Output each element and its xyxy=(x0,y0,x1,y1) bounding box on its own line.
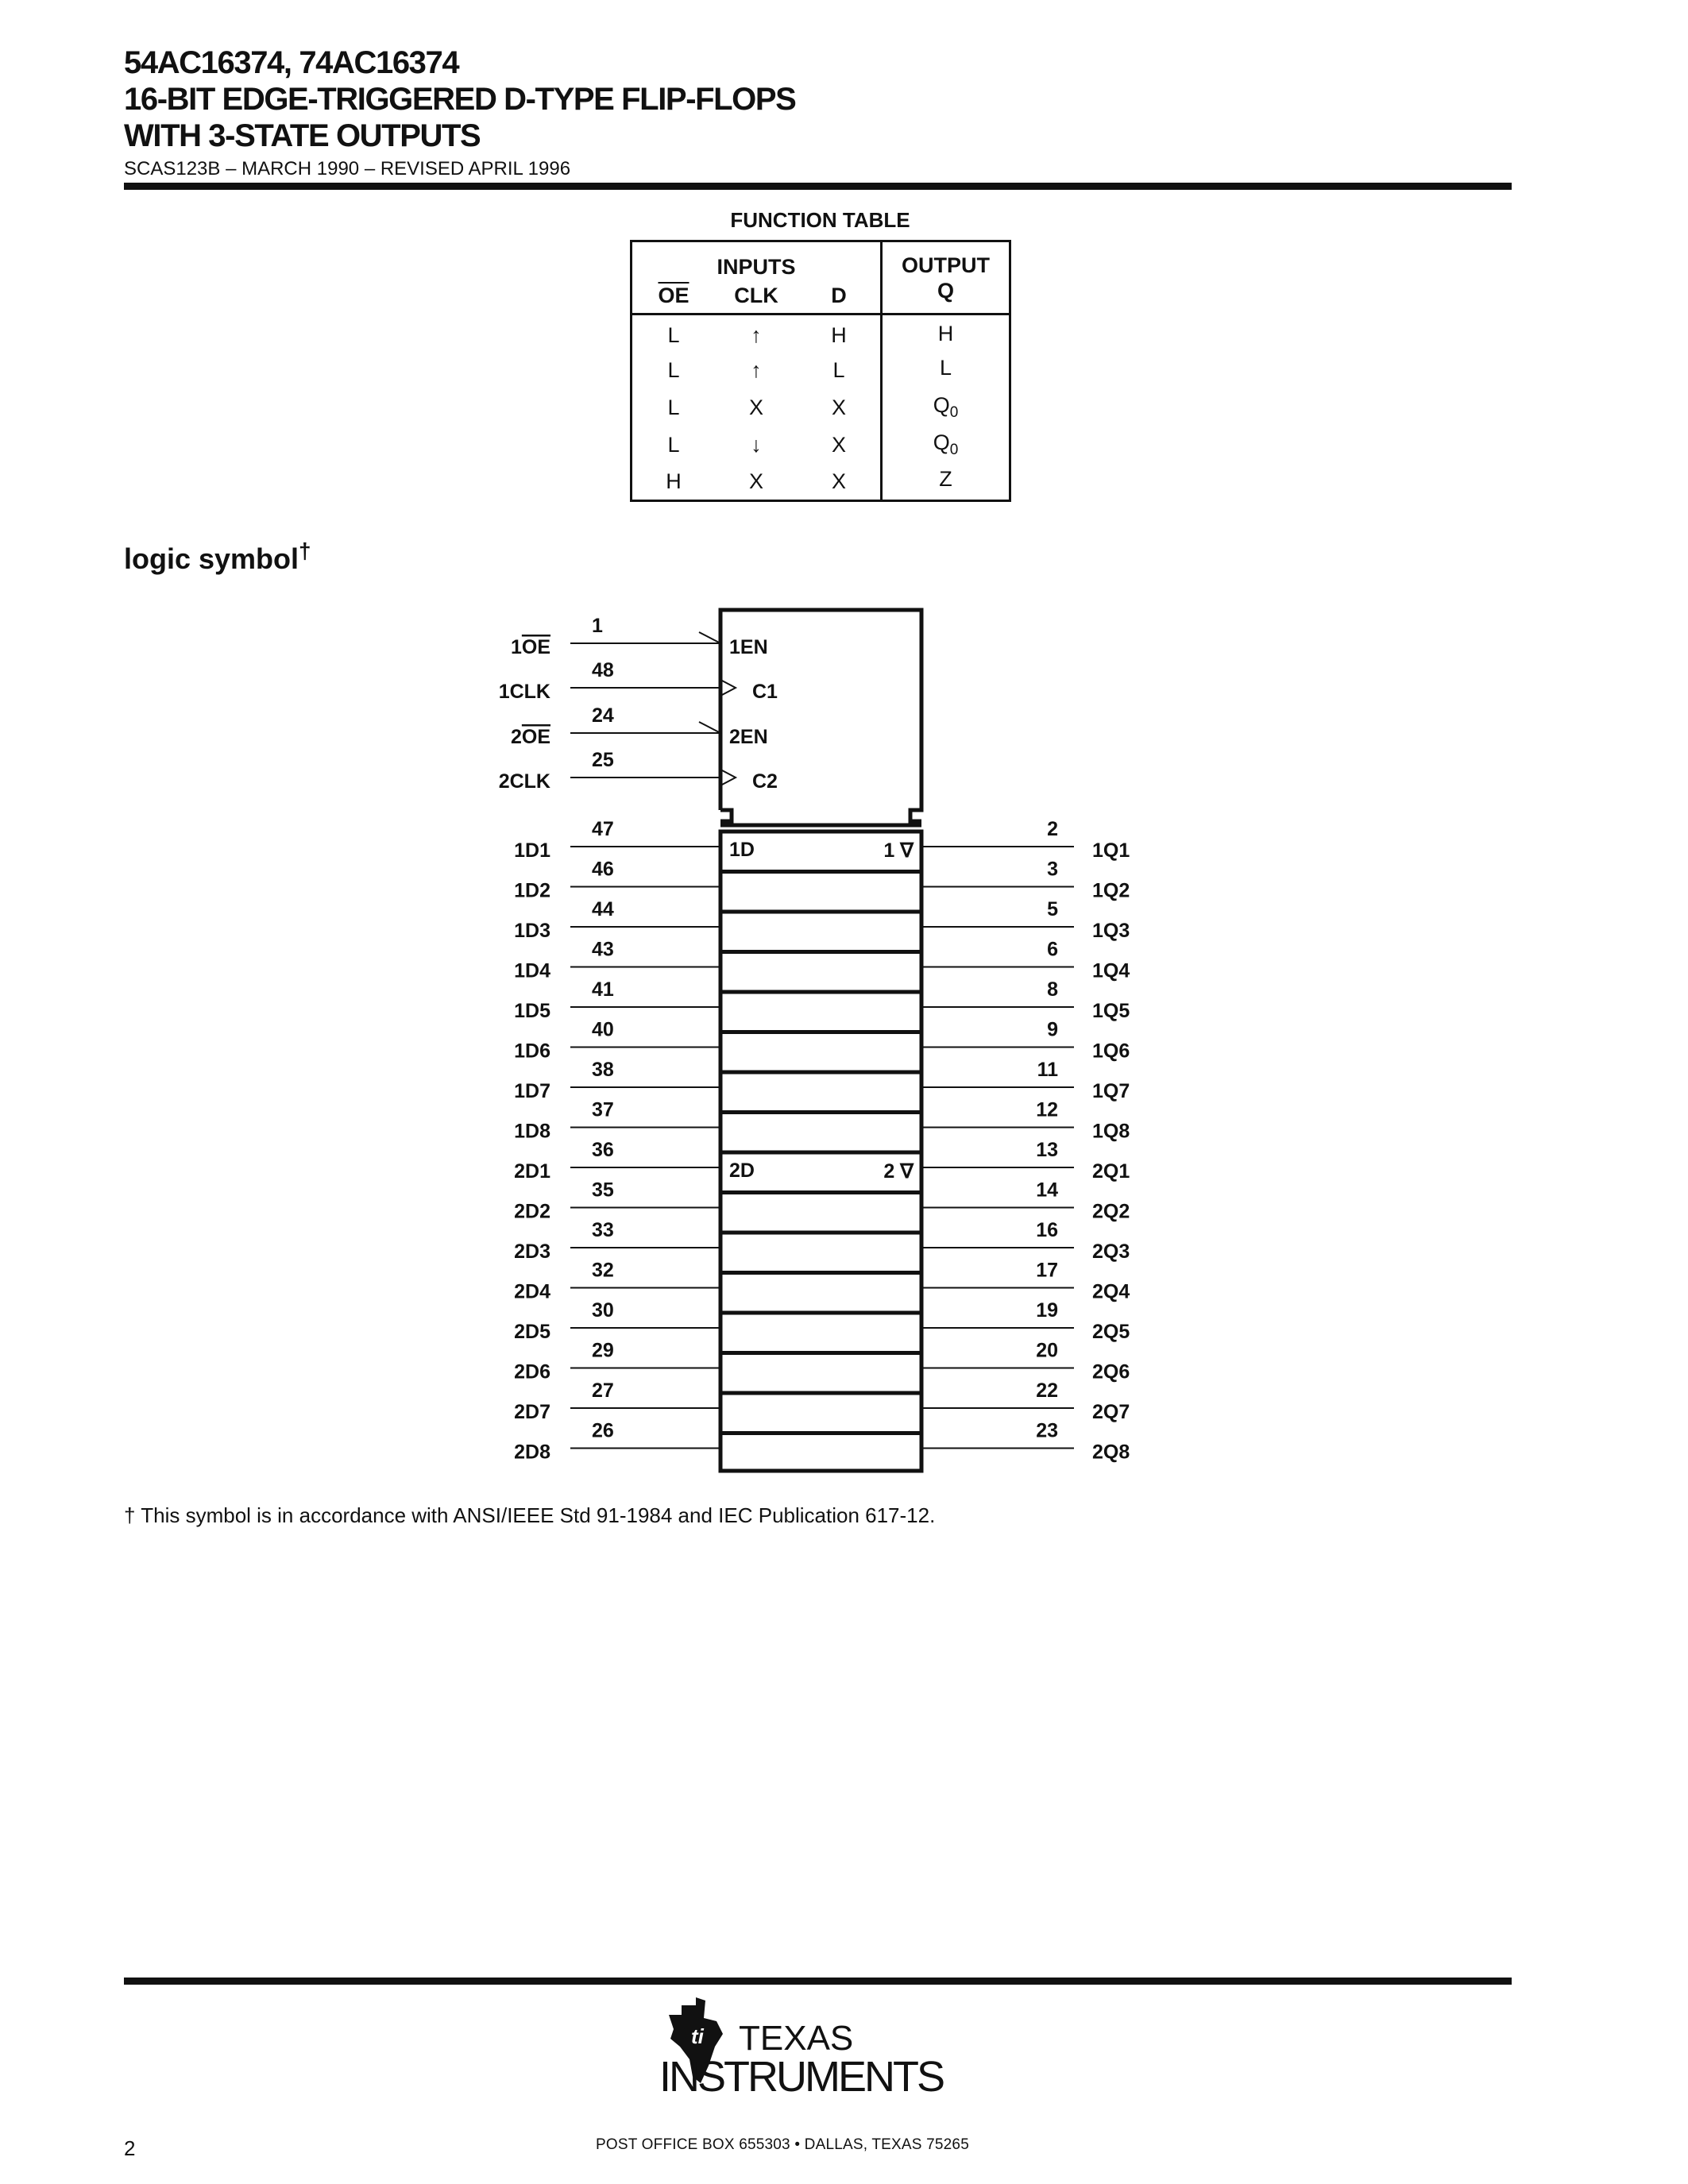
input-signal-name: 1D7 xyxy=(514,1080,550,1102)
input-signal-name: 2D1 xyxy=(514,1160,550,1183)
output-pin-number: 19 xyxy=(1036,1299,1058,1322)
input-signal-name: 1D3 xyxy=(514,920,550,942)
output-pin-number: 17 xyxy=(1036,1259,1058,1282)
col-clk: CLK xyxy=(734,284,778,308)
output-pin-number: 5 xyxy=(1047,898,1058,920)
ft-cell-d: X xyxy=(798,389,882,426)
output-signal-name: 2Q4 xyxy=(1092,1280,1130,1303)
ft-cell-oe: L xyxy=(667,432,680,457)
input-pin-number: 43 xyxy=(592,938,614,961)
output-signal-name: 2Q5 xyxy=(1092,1321,1130,1343)
control-signal-name: 2OE xyxy=(510,726,550,748)
output-q-label: Q xyxy=(937,278,954,303)
output-label: OUTPUT xyxy=(902,253,990,277)
ft-cell-d: X xyxy=(798,464,882,501)
ft-cell-q: H xyxy=(937,321,954,345)
input-pin-number: 35 xyxy=(592,1179,614,1202)
input-pin-number: 44 xyxy=(592,898,614,920)
input-pin-number: 33 xyxy=(592,1219,614,1241)
output-signal-name: 1Q2 xyxy=(1092,879,1130,902)
output-signal-name: 1Q4 xyxy=(1092,959,1130,982)
group2-output-qualifier: 2 ∇ xyxy=(883,1160,914,1183)
footer-rule xyxy=(124,1978,1512,1985)
enable-triangle-icon xyxy=(699,632,720,643)
control-signal-name: 2CLK xyxy=(498,770,550,793)
control-function-label: C1 xyxy=(752,681,778,703)
group1-data-label: 1D xyxy=(729,839,755,861)
input-pin-number: 26 xyxy=(592,1419,614,1442)
output-pin-number: 23 xyxy=(1036,1419,1058,1442)
input-signal-name: 1D8 xyxy=(514,1120,550,1143)
logo-instruments: INSTRUMENTS xyxy=(659,2053,945,2101)
output-pin-number: 2 xyxy=(1047,818,1058,840)
output-pin-number: 8 xyxy=(1047,978,1058,1001)
enable-triangle-icon xyxy=(699,722,720,733)
part-number: 54AC16374, 74AC16374 xyxy=(124,45,459,80)
input-pin-number: 32 xyxy=(592,1259,614,1282)
output-pin-number: 16 xyxy=(1036,1219,1058,1241)
control-signal-name: 1CLK xyxy=(498,681,550,703)
ft-cell-clk: X xyxy=(748,469,763,493)
input-signal-name: 1D6 xyxy=(514,1040,550,1063)
output-pin-number: 13 xyxy=(1036,1139,1058,1161)
group1-output-qualifier: 1 ∇ xyxy=(883,839,914,862)
input-pin-number: 29 xyxy=(592,1339,614,1362)
ft-cell-oe: L xyxy=(667,395,680,419)
input-signal-name: 1D2 xyxy=(514,879,550,902)
output-signal-name: 1Q5 xyxy=(1092,1000,1130,1022)
input-signal-name: 2D7 xyxy=(514,1401,550,1423)
ft-cell-q: L xyxy=(939,356,952,380)
output-pin-number: 3 xyxy=(1047,858,1058,881)
input-pin-number: 37 xyxy=(592,1098,614,1121)
ft-cell-q: $Q_0$ xyxy=(933,430,959,458)
control-function-label: 1EN xyxy=(729,636,768,658)
output-signal-name: 1Q7 xyxy=(1092,1080,1130,1102)
output-signal-name: 1Q1 xyxy=(1092,839,1130,862)
input-signal-name: 2D6 xyxy=(514,1360,550,1383)
input-signal-name: 2D5 xyxy=(514,1321,550,1343)
control-pin-number: 48 xyxy=(592,659,614,681)
footnote: † This symbol is in accordance with ANSI/IEEE Std 91-1984 and IEC Publication 617-12. xyxy=(124,1503,936,1527)
input-signal-name: 2D3 xyxy=(514,1241,550,1263)
output-pin-number: 6 xyxy=(1047,938,1058,961)
inputs-header: INPUTS xyxy=(632,241,882,280)
ft-cell-d: L xyxy=(798,352,882,389)
input-pin-number: 27 xyxy=(592,1379,614,1402)
ft-cell-oe: H xyxy=(666,469,682,493)
input-pin-number: 41 xyxy=(592,978,614,1001)
output-signal-name: 2Q2 xyxy=(1092,1200,1130,1223)
logic-symbol-heading: logic symbol† xyxy=(124,538,311,575)
group2-data-label: 2D xyxy=(729,1160,755,1182)
page-number: 2 xyxy=(124,2136,136,2160)
input-pin-number: 47 xyxy=(592,818,614,840)
control-signal-name: 1OE xyxy=(510,636,550,658)
output-signal-name: 2Q7 xyxy=(1092,1401,1130,1423)
ti-mark-icon: ti xyxy=(691,2024,704,2048)
input-signal-name: 2D2 xyxy=(514,1200,550,1223)
col-d: D xyxy=(798,280,882,314)
ft-cell-clk: ↑ xyxy=(751,323,762,348)
ft-cell-clk: X xyxy=(748,395,763,419)
control-pin-number: 1 xyxy=(592,615,603,637)
output-signal-name: 1Q6 xyxy=(1092,1040,1130,1063)
output-pin-number: 11 xyxy=(1037,1059,1058,1081)
output-signal-name: 2Q6 xyxy=(1092,1360,1130,1383)
doc-title-line2: WITH 3-STATE OUTPUTS xyxy=(124,118,481,153)
input-pin-number: 40 xyxy=(592,1018,614,1041)
input-signal-name: 2D8 xyxy=(514,1441,550,1464)
ft-cell-d: X xyxy=(798,426,882,464)
ft-cell-q: Z xyxy=(939,467,952,492)
footer-address: POST OFFICE BOX 655303 • DALLAS, TEXAS 75265 xyxy=(596,2136,969,2153)
texas-instruments-logo xyxy=(659,1997,969,2105)
input-signal-name: 1D5 xyxy=(514,1000,550,1022)
control-pin-number: 24 xyxy=(592,704,614,727)
output-signal-name: 2Q1 xyxy=(1092,1160,1130,1183)
revision-line: SCAS123B – MARCH 1990 – REVISED APRIL 1996 xyxy=(124,158,571,179)
input-pin-number: 36 xyxy=(592,1139,614,1161)
control-function-label: 2EN xyxy=(729,726,768,748)
output-pin-number: 20 xyxy=(1036,1339,1058,1362)
input-pin-number: 38 xyxy=(592,1059,614,1081)
function-table-title: FUNCTION TABLE xyxy=(730,208,910,232)
clock-input-icon xyxy=(722,770,736,785)
ft-cell-oe: L xyxy=(667,323,680,348)
output-signal-name: 1Q8 xyxy=(1092,1120,1130,1143)
ft-cell-q: $Q_0$ xyxy=(933,393,959,421)
ft-cell-d: H xyxy=(798,314,882,352)
input-pin-number: 46 xyxy=(592,858,614,881)
control-pin-number: 25 xyxy=(592,749,614,771)
logo-texas: TEXAS xyxy=(739,2019,854,2058)
doc-title-line1: 16-BIT EDGE-TRIGGERED D-TYPE FLIP-FLOPS xyxy=(124,82,796,117)
output-pin-number: 12 xyxy=(1036,1098,1058,1121)
clock-input-icon xyxy=(722,681,736,695)
output-pin-number: 22 xyxy=(1036,1379,1058,1402)
ft-cell-clk: ↓ xyxy=(751,432,762,457)
output-signal-name: 2Q3 xyxy=(1092,1241,1130,1263)
control-function-label: C2 xyxy=(752,770,778,793)
output-signal-name: 1Q3 xyxy=(1092,920,1130,942)
input-pin-number: 30 xyxy=(592,1299,614,1322)
output-signal-name: 2Q8 xyxy=(1092,1441,1130,1464)
output-pin-number: 9 xyxy=(1047,1018,1058,1041)
input-signal-name: 2D4 xyxy=(514,1280,550,1303)
input-signal-name: 1D1 xyxy=(514,839,550,862)
output-pin-number: 14 xyxy=(1036,1179,1058,1202)
col-oe: $\overline{OE}$ xyxy=(658,284,689,308)
ft-cell-clk: ↑ xyxy=(751,357,762,382)
ft-cell-oe: L xyxy=(667,357,680,382)
input-signal-name: 1D4 xyxy=(514,959,550,982)
